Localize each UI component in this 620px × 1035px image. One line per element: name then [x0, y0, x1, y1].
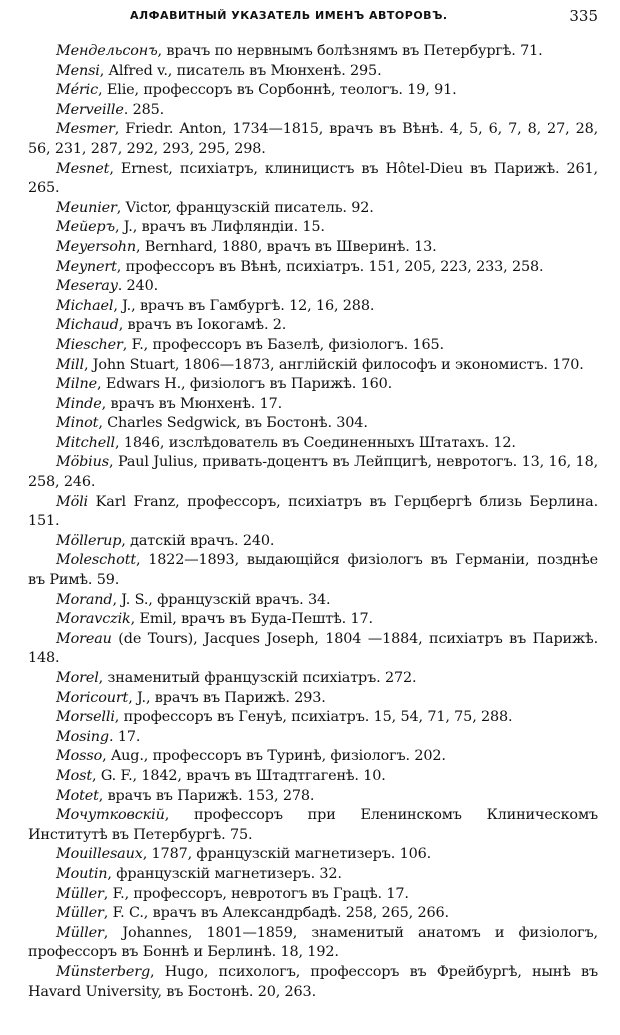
- author-name: Méric: [56, 82, 99, 99]
- index-entry: [28, 728, 598, 748]
- entry-description: , Charles Sedgwick, въ Бостонѣ. 304.: [98, 415, 368, 432]
- author-name: Mensi: [56, 62, 100, 79]
- entry-description: , Victor, французскій писатель. 92.: [116, 199, 374, 216]
- author-name: Mouillesaux: [56, 846, 143, 863]
- author-name: Morand: [56, 591, 113, 608]
- author-name: Moutin: [56, 865, 108, 882]
- entry-description: , 1787, французскій магнетизеръ. 106.: [142, 846, 432, 863]
- running-head-title: АЛФАВИТНЫЙ УКАЗАТЕЛЬ ИМЕНЪ АВТОРОВЪ.: [130, 9, 448, 22]
- index-entry: [28, 885, 598, 905]
- author-name: Michael: [56, 297, 114, 314]
- index-entry: [28, 532, 598, 552]
- index-entry: [28, 414, 598, 434]
- index-entry: [28, 924, 598, 963]
- entry-description: , F. C., врачъ въ Александрбадѣ. 258, 265, 266.: [103, 905, 449, 922]
- author-name: Mesmer: [56, 121, 115, 138]
- author-name: Miescher: [56, 336, 123, 353]
- entry-description: , профессоръ въ Генуѣ, психіатръ. 15, 54, 71, 75, 288.: [114, 709, 513, 726]
- entry-description: , Friedr. Anton, 1734—1815, врачъ въ Вѣнѣ. 4, 5, 6, 7, 8, 27, 28, 56, 231, 287, 292, 293, 295, 298.: [28, 121, 598, 157]
- author-name: Minot: [56, 415, 99, 432]
- author-name: Mitchell: [56, 434, 115, 451]
- entry-description: , 1822—1893, выдающійся физіологъ въ Германіи, позднѣе въ Римѣ. 59.: [28, 552, 598, 589]
- index-entry: [28, 963, 598, 1002]
- author-name: Mill: [56, 356, 84, 373]
- entry-description: , Edwars H., физіологъ въ Парижѣ. 160.: [96, 376, 393, 393]
- author-name: Morel: [56, 670, 99, 686]
- author-name: Merveille: [56, 101, 124, 118]
- index-entry: [28, 493, 598, 532]
- author-name: Morselli: [56, 709, 115, 726]
- index-entry: [28, 336, 598, 356]
- index-entry: [28, 747, 598, 767]
- entry-description: , Bernhard, 1880, врачъ въ Шверинѣ. 13.: [136, 238, 437, 255]
- index-entry: [28, 375, 598, 395]
- entry-description: , французскій магнетизеръ. 32.: [107, 865, 342, 882]
- index-entry: [28, 610, 598, 630]
- author-name: Meunier: [56, 199, 117, 216]
- author-name: Meynert: [56, 258, 117, 275]
- author-name: Möli: [56, 493, 89, 510]
- index-entry: [28, 453, 598, 492]
- entry-description: (de Tours), Jacques Joseph, 1804 —1884, психіатръ въ Парижѣ. 148.: [28, 630, 598, 667]
- index-entry: [28, 551, 598, 590]
- author-name: Mosing: [56, 728, 109, 745]
- index-entry: [28, 62, 598, 82]
- entry-description: , F., профессоръ, невротогъ въ Грацѣ. 17.: [103, 885, 409, 902]
- author-name: Milne: [56, 376, 97, 393]
- author-name: Mosso: [56, 748, 103, 765]
- author-name: Mesnet: [56, 160, 110, 177]
- author-name: Möbius: [56, 454, 109, 471]
- entry-description: , Hugo, психологъ, профессоръ въ Фрейбургѣ, нынѣ въ Havard University, въ Бостонѣ. 20, 263.: [28, 963, 598, 1000]
- entry-description: . 240.: [117, 278, 158, 295]
- author-name: Moricourt: [56, 689, 129, 706]
- entry-description: , знаменитый французскій психіатръ. 272.: [98, 670, 417, 686]
- index-entry: [28, 356, 598, 376]
- author-name: Müller: [56, 905, 104, 922]
- entry-description: , Johannes, 1801—1859, знаменитый анатомъ и физіологъ, профессоръ въ Боннѣ и Берлинѣ. 18, 192.: [28, 924, 598, 961]
- entry-description: . 285.: [123, 101, 165, 118]
- author-name: Мендельсонъ: [56, 43, 158, 59]
- index-entry: [28, 630, 598, 669]
- index-entry: [28, 160, 598, 199]
- entry-description: , F., профессоръ въ Базелѣ, физіологъ. 165.: [122, 336, 444, 353]
- author-name: Müller: [56, 924, 104, 941]
- author-name: Münsterberg: [56, 963, 151, 980]
- author-name: Most: [56, 767, 92, 784]
- entry-description: , John Stuart, 1806—1873, англійскій философъ и экономистъ. 170.: [83, 356, 584, 373]
- index-entry: [28, 277, 598, 297]
- index-entry: [28, 316, 598, 336]
- author-name: Müller: [56, 885, 104, 902]
- index-entry: [28, 689, 598, 709]
- author-name: Motet: [56, 787, 99, 804]
- entry-description: , датскій врачъ. 240.: [121, 532, 275, 549]
- author-name: Moleschott: [56, 552, 136, 569]
- index-entry: [28, 297, 598, 317]
- index-entry: [28, 395, 598, 415]
- entry-description: , Ernest, психіатръ, клиницистъ въ Hôtel-Dieu въ Парижѣ. 261, 265.: [28, 160, 598, 197]
- index-entry: [28, 218, 598, 238]
- index-entry: [28, 81, 598, 101]
- entry-description: , врачъ въ Парижѣ. 153, 278.: [98, 787, 315, 804]
- running-head: [30, 6, 598, 26]
- entry-description: , J., врачъ въ Гамбургѣ. 12, 16, 288.: [113, 297, 375, 314]
- entry-description: , врачъ въ Іокогамѣ. 2.: [118, 317, 287, 334]
- author-name: Michaud: [56, 317, 119, 334]
- entry-description: , врачъ въ Мюнхенѣ. 17.: [101, 395, 283, 412]
- entry-description: , Elie, профессоръ въ Сорбоннѣ, теологъ. 19, 91.: [98, 82, 457, 99]
- index-entry: [28, 708, 598, 728]
- author-name: Мочутковскій: [56, 807, 165, 824]
- author-name: Möllerup: [56, 532, 122, 549]
- author-name: Meseray: [56, 278, 118, 295]
- index-entry: [28, 865, 598, 885]
- author-name: Moravczik: [56, 611, 131, 628]
- entry-description: , Emil, врачъ въ Буда-Пештѣ. 17.: [130, 611, 373, 628]
- index-entry: [28, 669, 598, 689]
- author-name: Moreau: [56, 630, 112, 647]
- index-entry: [28, 120, 598, 159]
- entry-description: , Paul Julius, привать-доцентъ въ Лейпцигѣ, невротогъ. 13, 16, 18, 258, 246.: [28, 454, 598, 491]
- index-entry: [28, 904, 598, 924]
- index-entry: [28, 199, 598, 219]
- entry-description: . 17.: [108, 728, 141, 745]
- entry-description: , профессоръ при Еленинскомъ Клиническомъ Институтѣ въ Петербургѣ. 75.: [28, 807, 598, 843]
- index-entry: [28, 787, 598, 807]
- index-entry: [28, 767, 598, 787]
- entry-description: , Aug., профессоръ въ Туринѣ, физіологъ. 202.: [102, 748, 446, 765]
- entry-description: , профессоръ въ Вѣнѣ, психіатръ. 151, 205, 223, 233, 258.: [116, 258, 544, 275]
- index-entry: [28, 434, 598, 454]
- index-entry: [28, 101, 598, 121]
- entry-description: , J., врачъ въ Лифляндіи. 15.: [114, 219, 325, 236]
- entry-description: , врачъ по нервнымъ болѣзнямъ въ Петербургѣ. 71.: [157, 43, 543, 59]
- page-number: 335: [569, 7, 598, 25]
- index-entry: [28, 806, 598, 845]
- author-index-list: [28, 42, 598, 1002]
- index-entry: [28, 591, 598, 611]
- index-entry: [28, 42, 598, 62]
- entry-description: Karl Franz, профессоръ, психіатръ въ Герцбергѣ близь Берлина. 151.: [28, 493, 598, 530]
- entry-description: , J. S., французскій врачъ. 34.: [112, 591, 331, 608]
- index-entry: [28, 238, 598, 258]
- entry-description: , Alfred v., писатель въ Мюнхенѣ. 295.: [99, 62, 382, 79]
- author-name: Мейеръ: [56, 219, 115, 236]
- index-entry: [28, 845, 598, 865]
- entry-description: , G. F., 1842, врачъ въ Штадтгагенѣ. 10.: [91, 767, 386, 784]
- author-name: Minde: [56, 395, 102, 412]
- author-name: Meyersohn: [56, 238, 137, 255]
- index-entry: [28, 258, 598, 278]
- entry-description: , J., врачъ въ Парижѣ. 293.: [128, 689, 326, 706]
- entry-description: , 1846, изслѣдователь въ Соединенныхъ Штатахъ. 12.: [114, 434, 516, 451]
